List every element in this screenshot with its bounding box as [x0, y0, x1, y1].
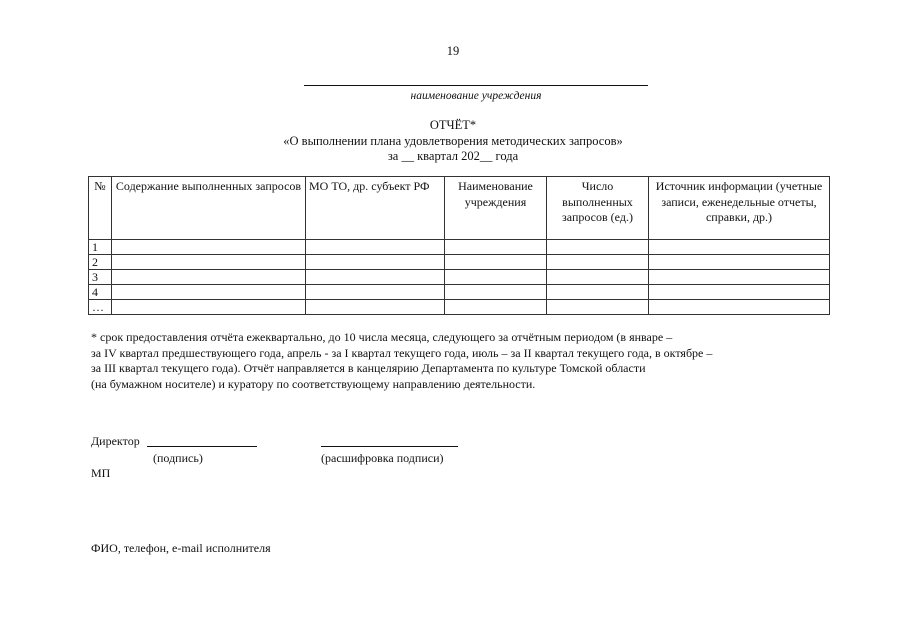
table-row [89, 240, 830, 255]
footnote-line: за III квартал текущего года). Отчёт направляется в канцелярию Департамента по культуре Томской области [91, 361, 646, 375]
report-title [0, 118, 906, 165]
table-cell [306, 240, 445, 255]
row-number: 2 [89, 255, 112, 270]
table-cell [649, 285, 830, 300]
header-source: Источник информации (учетные записи, еженедельные отчеты, справки, др.) [649, 177, 830, 240]
signature-decoding-line [321, 446, 458, 447]
table-cell [547, 255, 649, 270]
table-cell [306, 300, 445, 315]
footnote-line: (на бумажном носителе) и куратору по соответствующему направлению деятельности. [91, 376, 536, 391]
table-cell [112, 255, 306, 270]
table-cell [547, 300, 649, 315]
decoding-caption: (расшифровка подписи) [321, 451, 444, 465]
director-label: Директор [91, 434, 140, 448]
report-title-line1: ОТЧЁТ* [429, 118, 477, 132]
table-cell [445, 240, 547, 255]
report-table [88, 176, 830, 315]
table-cell [649, 240, 830, 255]
row-number: … [89, 300, 112, 315]
table-cell [306, 270, 445, 285]
executor-label: ФИО, телефон, e-mail исполнителя [91, 541, 271, 555]
table-cell [649, 255, 830, 270]
table-cell [445, 270, 547, 285]
report-title-line2: «О выполнении плана удовлетворения методических запросов» [283, 133, 623, 148]
table-cell [306, 255, 445, 270]
table-cell [112, 270, 306, 285]
table-cell [649, 270, 830, 285]
header-count: Число выполненных запросов (ед.) [547, 177, 649, 240]
header-region: МО ТО, др. субъект РФ [306, 177, 445, 240]
footnote-line: * срок предоставления отчёта ежеквартально, до 10 числа месяца, следующего за отчётным периодом (в январе – [91, 330, 673, 344]
signature-caption: (подпись) [153, 451, 203, 465]
header-content: Содержание выполненных запросов [112, 177, 306, 240]
table-cell [445, 300, 547, 315]
table-row [89, 285, 830, 300]
table-cell [112, 240, 306, 255]
table-cell [112, 285, 306, 300]
table-cell [547, 270, 649, 285]
row-number: 3 [89, 270, 112, 285]
table-row [89, 270, 830, 285]
table-row [89, 255, 830, 270]
table-row [89, 300, 830, 315]
footnote-line: за IV квартал предшествующего года, апрель - за I квартал текущего года, июль – за II квартал текущего года, в октябре – [91, 345, 713, 360]
footnote [91, 330, 791, 392]
signature-line [147, 446, 257, 447]
table-cell [445, 255, 547, 270]
header-number: № [89, 177, 112, 240]
institution-caption: наименование учреждения [410, 90, 542, 102]
report-title-line3: за __ квартал 202__ года [387, 149, 519, 163]
header-institution: Наименование учреждения [445, 177, 547, 240]
page-number: 19 [446, 44, 460, 58]
table-cell [547, 285, 649, 300]
table-cell [445, 285, 547, 300]
table-header-row [89, 177, 830, 240]
table-cell [112, 300, 306, 315]
table-cell [547, 240, 649, 255]
row-number: 1 [89, 240, 112, 255]
stamp-label: МП [91, 466, 111, 480]
institution-name-line [304, 85, 648, 86]
table-cell [306, 285, 445, 300]
row-number: 4 [89, 285, 112, 300]
table-cell [649, 300, 830, 315]
